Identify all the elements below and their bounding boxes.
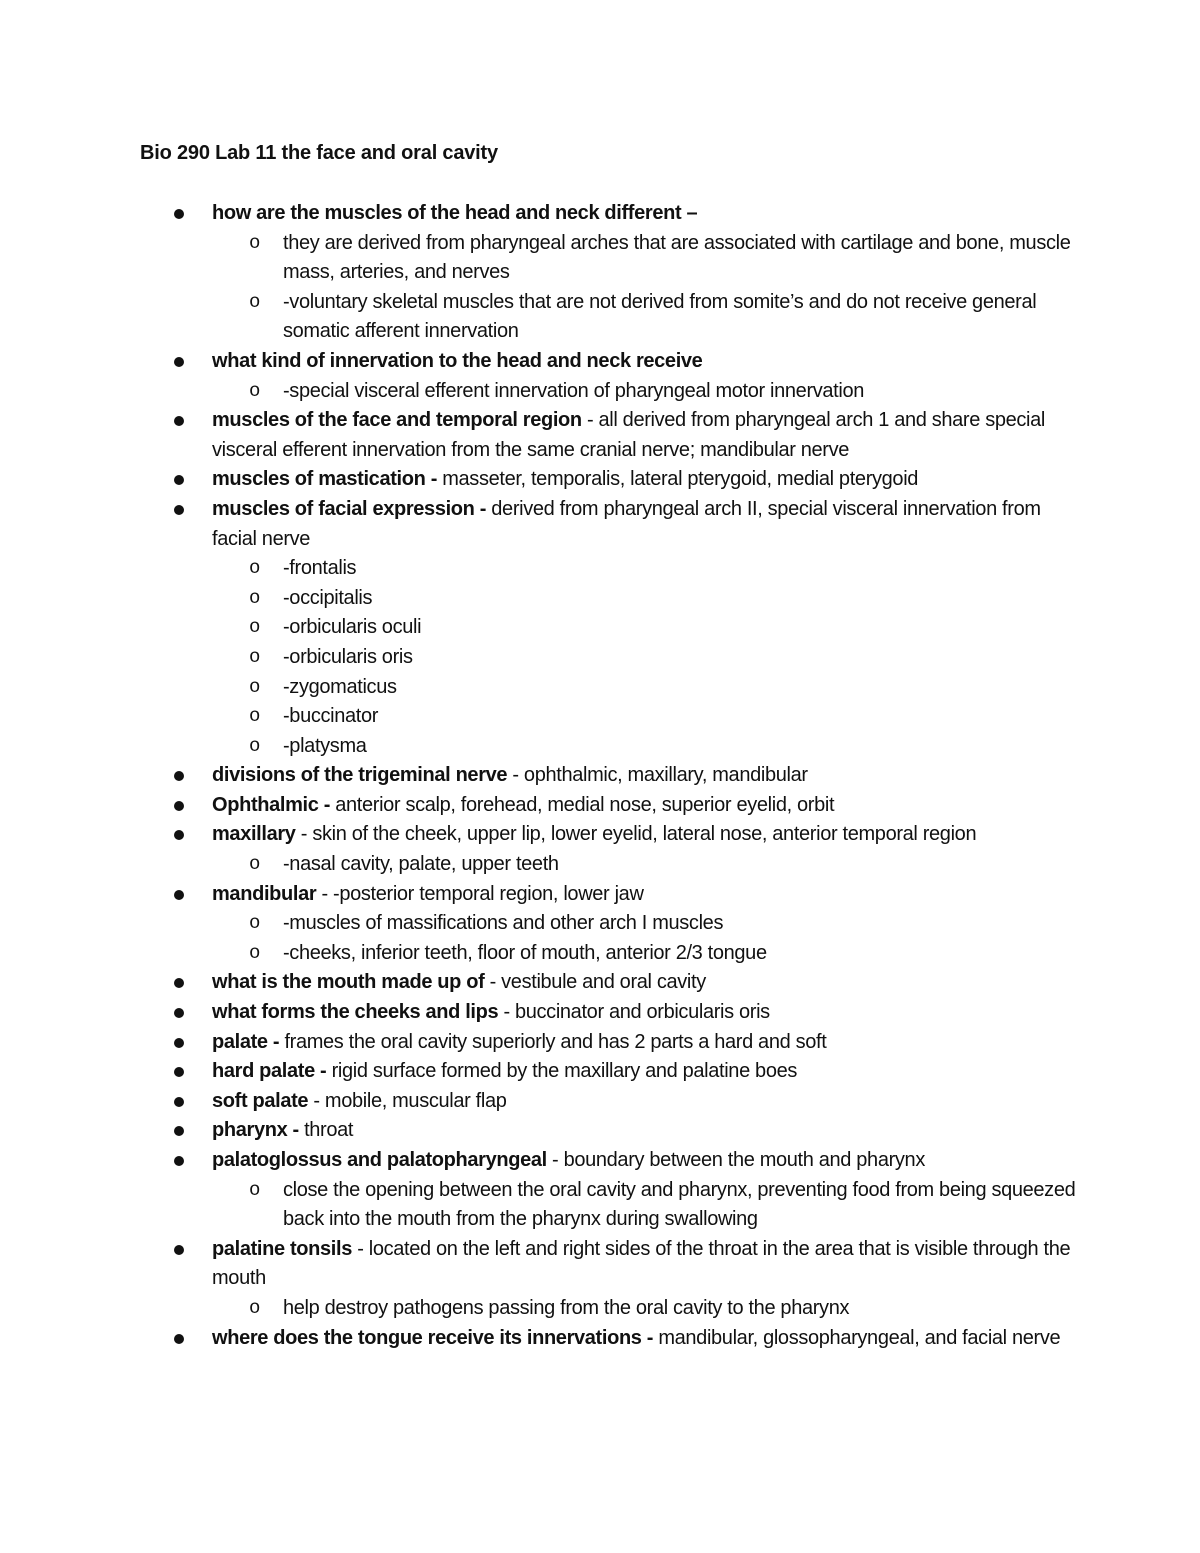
bullet-icon: [174, 1334, 184, 1344]
sub-bullet-icon: o: [249, 705, 261, 728]
sub-list-item: [0, 673, 1200, 703]
list-item: [0, 761, 1200, 791]
item-description: rigid surface formed by the maxillary and palatine boes: [331, 1060, 798, 1083]
bullet-icon: [174, 209, 184, 219]
item-term: what forms the cheeks and lips: [212, 1001, 499, 1024]
sub-bullet-icon: o: [249, 645, 261, 668]
bullet-icon: [174, 801, 184, 811]
sub-item-text: -nasal cavity, palate, upper teeth: [283, 853, 559, 876]
item-term: palate -: [212, 1030, 285, 1053]
list-item: [0, 880, 1200, 910]
item-term: mandibular: [212, 882, 317, 905]
sub-bullet-icon: o: [249, 616, 261, 639]
list-item: [0, 1087, 1200, 1117]
sub-item-text: close the opening between the oral cavity and pharynx, preventing food from being squeezed back into the mouth from the pharynx during swallowing: [283, 1178, 1076, 1231]
item-term: where does the tongue receive its innervations -: [212, 1326, 659, 1349]
sub-bullet-icon: o: [249, 853, 261, 876]
item-term: muscles of the face and temporal region: [212, 409, 582, 432]
sub-item-text: -orbicularis oculi: [283, 616, 422, 639]
sub-item-text: -muscles of massifications and other arch I muscles: [283, 912, 724, 935]
bullet-icon: [174, 1156, 184, 1166]
bullet-icon: [174, 771, 184, 781]
sub-bullet-icon: o: [249, 912, 261, 935]
sub-list-item: [0, 732, 1200, 762]
list-item: [0, 347, 1200, 377]
item-description: - buccinator and orbicularis oris: [498, 1001, 770, 1024]
bullet-icon: [174, 1097, 184, 1107]
sub-list-item: [0, 613, 1200, 643]
item-term: what kind of innervation to the head and neck receive: [212, 349, 703, 372]
sub-list-item: [0, 1294, 1200, 1324]
item-term: soft palate: [212, 1089, 309, 1112]
list-item: [0, 199, 1200, 229]
item-term: Ophthalmic -: [212, 793, 336, 816]
item-description: - skin of the cheek, upper lip, lower eyelid, lateral nose, anterior temporal region: [295, 823, 977, 846]
item-description: frames the oral cavity superiorly and has 2 parts a hard and soft: [284, 1030, 827, 1053]
sub-item-text: -orbicularis oris: [283, 645, 413, 668]
list-item: [0, 1235, 1200, 1294]
item-description: - -posterior temporal region, lower jaw: [316, 882, 644, 905]
bullet-icon: [174, 830, 184, 840]
bullet-icon: [174, 1245, 184, 1255]
bullet-icon: [174, 505, 184, 515]
sub-list-item: [0, 377, 1200, 407]
list-item: [0, 406, 1200, 465]
sub-item-text: help destroy pathogens passing from the oral cavity to the pharynx: [283, 1296, 850, 1319]
item-term: what is the mouth made up of: [212, 971, 485, 994]
sub-item-text: -frontalis: [283, 557, 357, 580]
sub-list-item: [0, 584, 1200, 614]
sub-bullet-icon: o: [249, 557, 261, 580]
sub-item-text: -zygomaticus: [283, 675, 397, 698]
document-title: Bio 290 Lab 11 the face and oral cavity: [140, 142, 498, 164]
sub-item-text: -buccinator: [283, 705, 379, 728]
sub-list-item: [0, 643, 1200, 673]
sub-bullet-icon: o: [249, 734, 261, 757]
item-term: how are the muscles of the head and neck different –: [212, 202, 698, 224]
list-item: [0, 791, 1200, 821]
bullet-icon: [174, 1067, 184, 1077]
sub-list-item: [0, 1176, 1200, 1235]
item-term: muscles of mastication -: [212, 468, 443, 491]
sub-list-item: [0, 909, 1200, 939]
item-description: - mobile, muscular flap: [308, 1089, 507, 1112]
item-term: palatine tonsils: [212, 1237, 352, 1260]
sub-item-text: -cheeks, inferior teeth, floor of mouth, anterior 2/3 tongue: [283, 941, 767, 964]
list-item: [0, 1324, 1200, 1354]
bullet-icon: [174, 978, 184, 988]
bullet-icon: [174, 1008, 184, 1018]
item-description: - ophthalmic, maxillary, mandibular: [507, 764, 808, 787]
sub-bullet-icon: o: [249, 1178, 261, 1201]
item-description: masseter, temporalis, lateral pterygoid, medial pterygoid: [442, 468, 919, 491]
sub-bullet-icon: o: [249, 231, 261, 254]
sub-list-item: [0, 288, 1200, 347]
item-description: - all derived from pharyngeal arch 1 and share special visceral efferent innervation from the same cranial nerve; mandibular nerve: [212, 409, 1046, 461]
notes-list: [0, 199, 1200, 1353]
item-description: derived from pharyngeal arch II, special visceral innervation from facial nerve: [212, 497, 1041, 550]
list-item: [0, 465, 1200, 495]
sub-item-text: -occipitalis: [283, 586, 373, 609]
list-item: [0, 495, 1200, 554]
sub-list-item: [0, 554, 1200, 584]
sub-bullet-icon: o: [249, 290, 261, 313]
item-term: pharynx -: [212, 1119, 305, 1142]
list-item: [0, 1116, 1200, 1146]
sub-bullet-icon: o: [249, 675, 261, 698]
item-term: palatoglossus and palatopharyngeal: [212, 1149, 547, 1171]
item-term: muscles of facial expression -: [212, 497, 492, 520]
list-item: [0, 1028, 1200, 1058]
sub-bullet-icon: o: [249, 379, 261, 402]
item-term: hard palate -: [212, 1060, 332, 1083]
sub-list-item: [0, 939, 1200, 969]
list-item: [0, 820, 1200, 850]
list-item: [0, 968, 1200, 998]
sub-list-item: [0, 702, 1200, 732]
item-term: divisions of the trigeminal nerve: [212, 764, 508, 787]
bullet-icon: [174, 416, 184, 426]
item-description: - located on the left and right sides of the throat in the area that is visible through the mouth: [212, 1237, 1071, 1290]
item-term: maxillary: [212, 823, 296, 846]
sub-item-text: they are derived from pharyngeal arches that are associated with cartilage and bone, muscle mass, arteries, and nerves: [283, 231, 1071, 284]
item-description: mandibular, glossopharyngeal, and facial nerve: [658, 1326, 1061, 1349]
list-item: [0, 1146, 1200, 1176]
item-description: throat: [304, 1119, 354, 1142]
sub-item-text: -voluntary skeletal muscles that are not derived from somite’s and do not receive general somatic afferent innervation: [283, 290, 1037, 343]
bullet-icon: [174, 357, 184, 367]
list-item: [0, 998, 1200, 1028]
item-description: - vestibule and oral cavity: [484, 971, 706, 994]
sub-bullet-icon: o: [249, 586, 261, 609]
sub-bullet-icon: o: [249, 941, 261, 964]
sub-item-text: -platysma: [283, 734, 367, 757]
item-description: anterior scalp, forehead, medial nose, superior eyelid, orbit: [335, 793, 835, 816]
bullet-icon: [174, 890, 184, 900]
sub-list-item: [0, 229, 1200, 288]
item-description: - boundary between the mouth and pharynx: [546, 1149, 925, 1171]
list-item: [0, 1057, 1200, 1087]
bullet-icon: [174, 1038, 184, 1048]
sub-item-text: -special visceral efferent innervation of pharyngeal motor innervation: [283, 379, 865, 402]
sub-bullet-icon: o: [249, 1296, 261, 1319]
bullet-icon: [174, 1126, 184, 1136]
bullet-icon: [174, 475, 184, 485]
sub-list-item: [0, 850, 1200, 880]
